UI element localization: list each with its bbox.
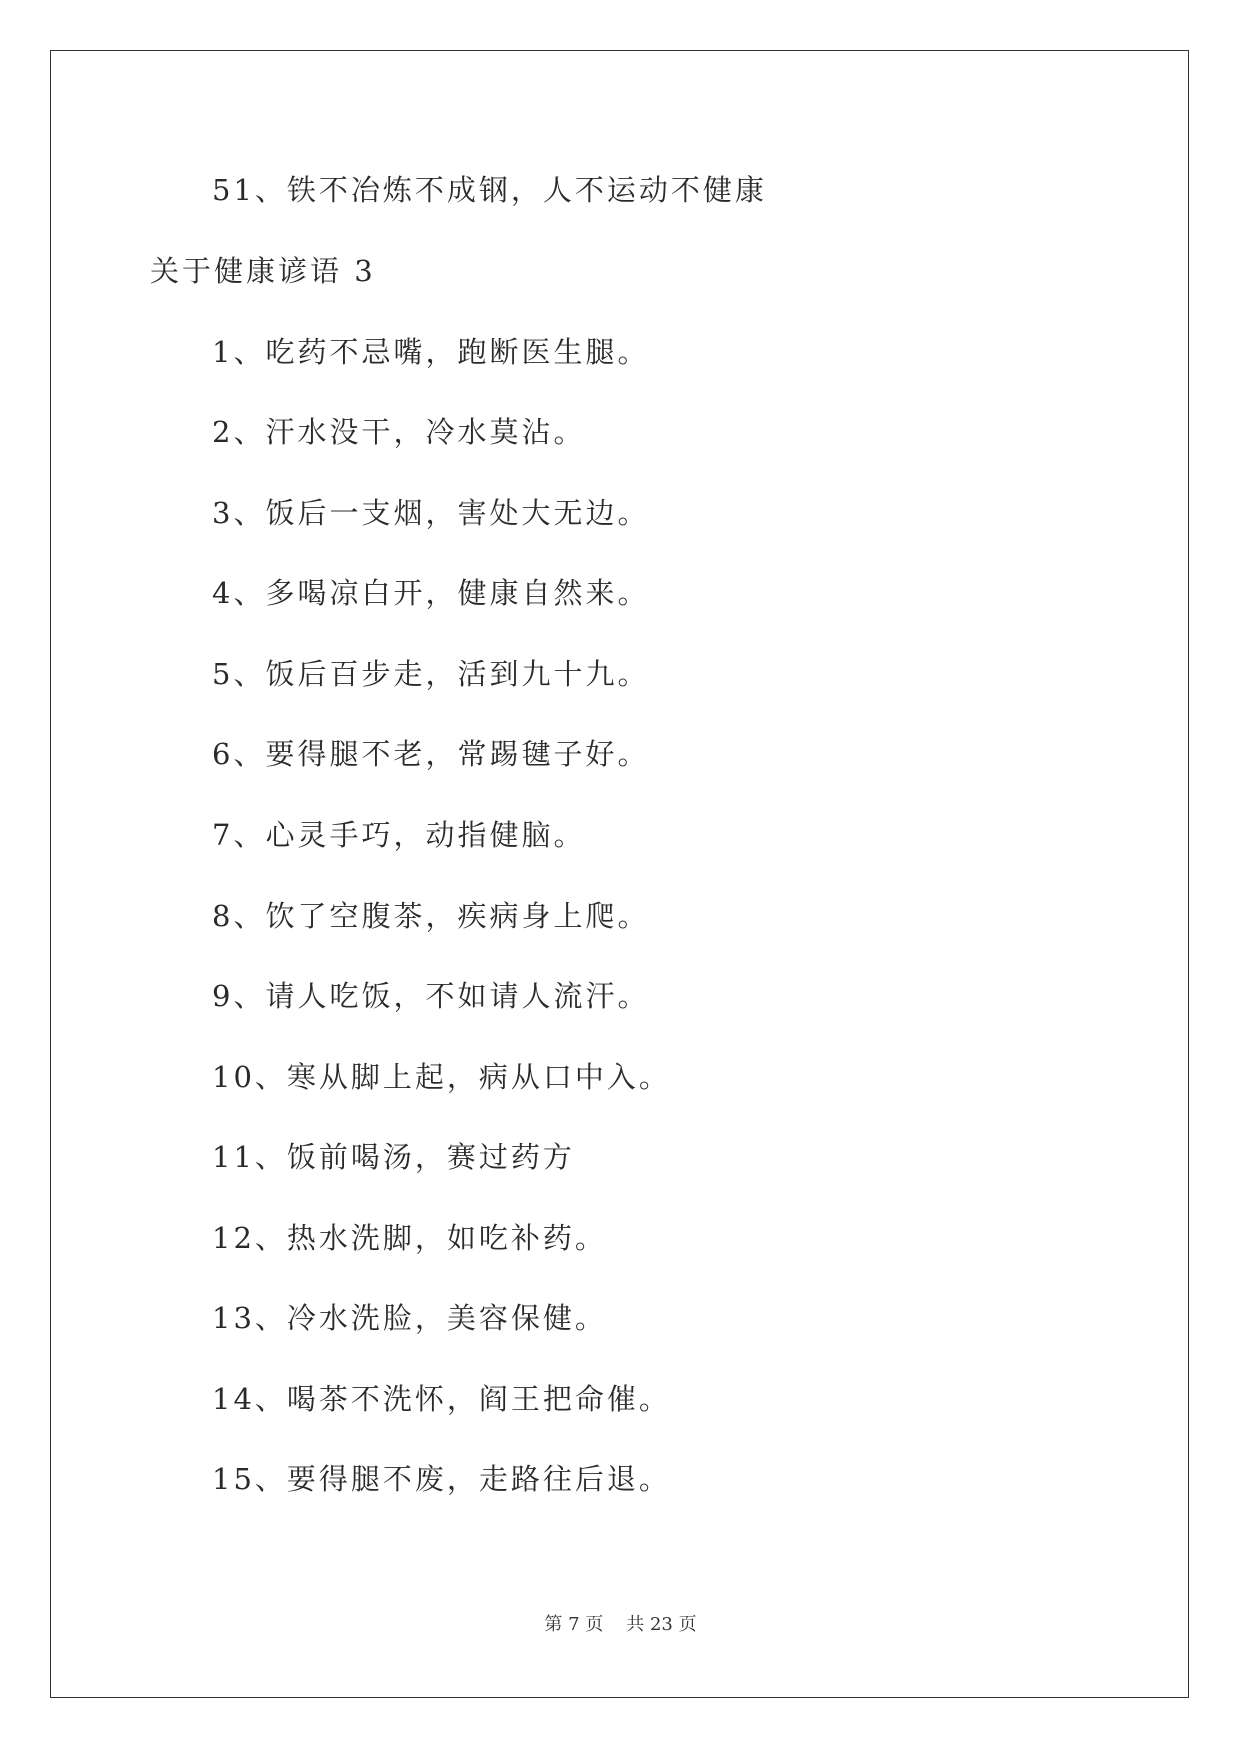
list-item: 9、请人吃饭，不如请人流汗。 <box>212 979 650 1013</box>
page-number: 第 7 页 <box>544 1614 604 1635</box>
list-item: 8、饮了空腹茶，疾病身上爬。 <box>212 899 650 933</box>
list-item: 10、寒从脚上起，病从口中入。 <box>212 1060 671 1094</box>
page-footer <box>0 1616 1241 1634</box>
page-frame <box>50 50 1189 1698</box>
list-item: 6、要得腿不老，常踢毽子好。 <box>212 737 650 771</box>
list-item: 5、饭后百步走，活到九十九。 <box>212 657 650 691</box>
list-item: 12、热水洗脚，如吃补药。 <box>212 1221 607 1255</box>
list-item: 1、吃药不忌嘴，跑断医生腿。 <box>212 335 650 369</box>
list-item: 4、多喝凉白开，健康自然来。 <box>212 576 650 610</box>
page-total: 共 23 页 <box>626 1614 697 1635</box>
list-item: 3、饭后一支烟，害处大无边。 <box>212 496 650 530</box>
list-item: 11、饭前喝汤，赛过药方 <box>212 1140 575 1174</box>
section-heading: 关于健康谚语 3 <box>150 254 376 288</box>
list-item: 15、要得腿不废，走路往后退。 <box>212 1462 671 1496</box>
list-item: 7、心灵手巧，动指健脑。 <box>212 818 586 852</box>
list-item: 14、喝茶不洗怀，阎王把命催。 <box>212 1382 671 1416</box>
list-item: 13、冷水洗脸，美容保健。 <box>212 1301 607 1335</box>
list-item: 2、汗水没干，冷水莫沾。 <box>212 415 586 449</box>
list-item: 51、铁不冶炼不成钢，人不运动不健康 <box>212 173 767 207</box>
